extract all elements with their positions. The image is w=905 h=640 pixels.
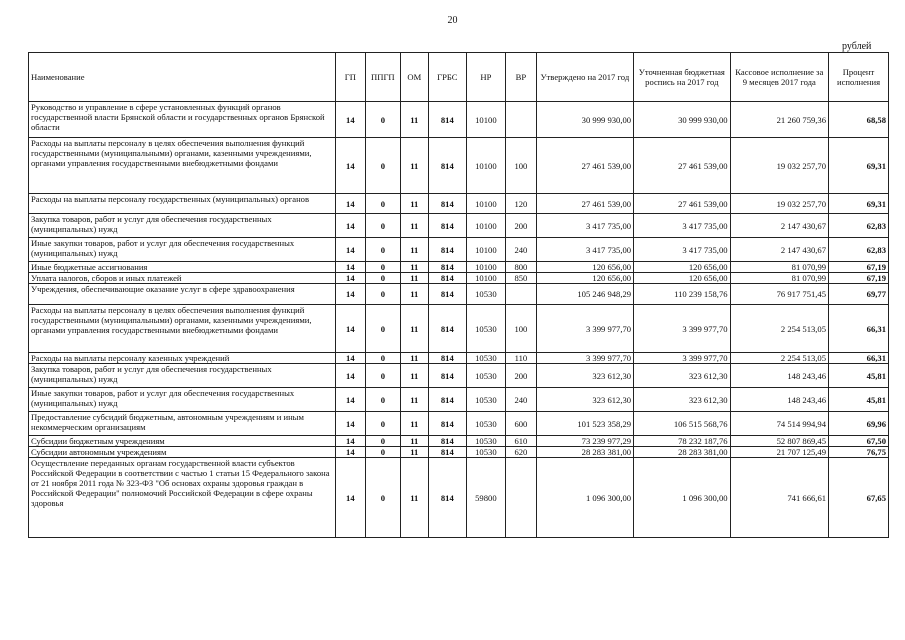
cell-ppgp: 0 [366, 238, 401, 262]
cell-np: 10530 [466, 436, 506, 447]
page-number: 20 [447, 15, 458, 26]
cell-om: 11 [400, 273, 428, 284]
cell-om: 11 [400, 284, 428, 305]
cell-np: 10100 [466, 262, 506, 273]
cell-name: Учреждения, обеспечивающие оказание услуг в сфере здравоохранения [29, 284, 336, 305]
table-row [29, 412, 889, 436]
cell-name: Расходы на выплаты персоналу в целях обеспечения выполнения функций государственными (муниципальными) органами, казенными учреждениями, органами управления государственными внебюджетными фондами [29, 138, 336, 194]
header-gp: ГП [335, 53, 365, 102]
cell-gp: 14 [335, 102, 365, 138]
cell-gp: 14 [335, 284, 365, 305]
cell-gp: 14 [335, 364, 365, 388]
cell-grbs: 814 [429, 436, 467, 447]
cell-np: 10530 [466, 284, 506, 305]
cell-percent: 69,96 [829, 412, 889, 436]
cell-np: 10530 [466, 364, 506, 388]
cell-ppgp: 0 [366, 102, 401, 138]
cell-vr [506, 284, 536, 305]
cell-np: 10100 [466, 138, 506, 194]
cell-grbs: 814 [429, 412, 467, 436]
cell-om: 11 [400, 447, 428, 458]
cell-refined: 323 612,30 [634, 388, 730, 412]
cell-refined: 110 239 158,76 [634, 284, 730, 305]
cell-approved: 28 283 381,00 [536, 447, 633, 458]
cell-cash: 148 243,46 [730, 388, 828, 412]
cell-grbs: 814 [429, 388, 467, 412]
cell-refined: 3 417 735,00 [634, 214, 730, 238]
cell-om: 11 [400, 388, 428, 412]
cell-ppgp: 0 [366, 262, 401, 273]
cell-om: 11 [400, 412, 428, 436]
cell-name: Расходы на выплаты персоналу государственных (муниципальных) органов [29, 194, 336, 214]
cell-vr: 200 [506, 364, 536, 388]
cell-np: 10100 [466, 102, 506, 138]
cell-ppgp: 0 [366, 138, 401, 194]
cell-refined: 27 461 539,00 [634, 194, 730, 214]
table-header-row [29, 53, 889, 102]
cell-grbs: 814 [429, 305, 467, 353]
cell-percent: 45,81 [829, 364, 889, 388]
cell-name: Руководство и управление в сфере установленных функций органов государственной власти Брянской области и государственных органов Брянской области [29, 102, 336, 138]
cell-np: 10100 [466, 194, 506, 214]
cell-approved: 3 417 735,00 [536, 214, 633, 238]
cell-approved: 3 399 977,70 [536, 353, 633, 364]
cell-grbs: 814 [429, 238, 467, 262]
table-row [29, 436, 889, 447]
cell-grbs: 814 [429, 284, 467, 305]
cell-gp: 14 [335, 138, 365, 194]
cell-np: 10530 [466, 305, 506, 353]
cell-np: 10530 [466, 388, 506, 412]
cell-percent: 67,19 [829, 273, 889, 284]
table-row [29, 388, 889, 412]
cell-cash: 81 070,99 [730, 273, 828, 284]
cell-percent: 66,31 [829, 305, 889, 353]
cell-vr: 100 [506, 138, 536, 194]
cell-vr: 620 [506, 447, 536, 458]
cell-name: Расходы на выплаты персоналу в целях обеспечения выполнения функций государственными (муниципальными) органами, казенными учреждениями, органами управления государственными внебюджетными фондами [29, 305, 336, 353]
cell-vr: 610 [506, 436, 536, 447]
cell-np: 10100 [466, 273, 506, 284]
cell-refined: 3 417 735,00 [634, 238, 730, 262]
cell-om: 11 [400, 305, 428, 353]
cell-percent: 66,31 [829, 353, 889, 364]
cell-vr: 120 [506, 194, 536, 214]
cell-name: Иные закупки товаров, работ и услуг для обеспечения государственных (муниципальных) нужд [29, 388, 336, 412]
cell-ppgp: 0 [366, 353, 401, 364]
cell-vr: 240 [506, 388, 536, 412]
cell-om: 11 [400, 238, 428, 262]
cell-om: 11 [400, 194, 428, 214]
header-vr: ВР [506, 53, 536, 102]
cell-gp: 14 [335, 262, 365, 273]
cell-grbs: 814 [429, 102, 467, 138]
cell-percent: 67,50 [829, 436, 889, 447]
cell-name: Расходы на выплаты персоналу казенных учреждений [29, 353, 336, 364]
table-row [29, 353, 889, 364]
cell-vr: 240 [506, 238, 536, 262]
cell-ppgp: 0 [366, 458, 401, 538]
cell-approved: 323 612,30 [536, 388, 633, 412]
cell-approved: 323 612,30 [536, 364, 633, 388]
cell-grbs: 814 [429, 138, 467, 194]
cell-percent: 67,65 [829, 458, 889, 538]
cell-om: 11 [400, 458, 428, 538]
cell-name: Осуществление переданных органам государственной власти субъектов Российской Федерации в соответствии с частью 1 статьи 15 Федерального закона от 21 ноября 2011 года № 323-ФЗ "Об основах охраны здоровья граждан в Российской Федерации" полномочий Российской Федерации в сфере охраны здоровья [29, 458, 336, 538]
cell-approved: 120 656,00 [536, 262, 633, 273]
cell-vr: 800 [506, 262, 536, 273]
cell-om: 11 [400, 353, 428, 364]
cell-ppgp: 0 [366, 447, 401, 458]
cell-vr: 100 [506, 305, 536, 353]
cell-cash: 76 917 751,45 [730, 284, 828, 305]
cell-vr: 110 [506, 353, 536, 364]
cell-refined: 323 612,30 [634, 364, 730, 388]
cell-approved: 27 461 539,00 [536, 138, 633, 194]
cell-cash: 81 070,99 [730, 262, 828, 273]
cell-refined: 3 399 977,70 [634, 305, 730, 353]
cell-gp: 14 [335, 458, 365, 538]
cell-approved: 3 399 977,70 [536, 305, 633, 353]
cell-gp: 14 [335, 388, 365, 412]
cell-gp: 14 [335, 214, 365, 238]
cell-name: Закупка товаров, работ и услуг для обеспечения государственных (муниципальных) нужд [29, 214, 336, 238]
table-row [29, 284, 889, 305]
cell-cash: 2 254 513,05 [730, 305, 828, 353]
cell-om: 11 [400, 364, 428, 388]
cell-name: Субсидии бюджетным учреждениям [29, 436, 336, 447]
units-label: рублей [842, 41, 872, 52]
table-body [29, 102, 889, 538]
cell-refined: 120 656,00 [634, 262, 730, 273]
header-ppgp: ППГП [366, 53, 401, 102]
cell-ppgp: 0 [366, 214, 401, 238]
cell-ppgp: 0 [366, 412, 401, 436]
header-grbs: ГРБС [429, 53, 467, 102]
cell-cash: 52 807 869,45 [730, 436, 828, 447]
cell-percent: 45,81 [829, 388, 889, 412]
table-row [29, 364, 889, 388]
cell-vr [506, 102, 536, 138]
header-approved: Утверждено на 2017 год [536, 53, 633, 102]
header-name: Наименование [29, 53, 336, 102]
cell-approved: 30 999 930,00 [536, 102, 633, 138]
header-np: НР [466, 53, 506, 102]
header-om: ОМ [400, 53, 428, 102]
cell-name: Иные бюджетные ассигнования [29, 262, 336, 273]
cell-approved: 101 523 358,29 [536, 412, 633, 436]
table-row [29, 102, 889, 138]
cell-approved: 3 417 735,00 [536, 238, 633, 262]
cell-grbs: 814 [429, 447, 467, 458]
cell-cash: 2 147 430,67 [730, 214, 828, 238]
cell-percent: 69,77 [829, 284, 889, 305]
cell-refined: 3 399 977,70 [634, 353, 730, 364]
table-row [29, 214, 889, 238]
cell-cash: 2 254 513,05 [730, 353, 828, 364]
cell-approved: 73 239 977,29 [536, 436, 633, 447]
cell-om: 11 [400, 436, 428, 447]
cell-name: Иные закупки товаров, работ и услуг для обеспечения государственных (муниципальных) нужд [29, 238, 336, 262]
cell-grbs: 814 [429, 214, 467, 238]
cell-gp: 14 [335, 305, 365, 353]
cell-approved: 105 246 948,29 [536, 284, 633, 305]
cell-ppgp: 0 [366, 194, 401, 214]
cell-gp: 14 [335, 447, 365, 458]
cell-gp: 14 [335, 194, 365, 214]
cell-refined: 1 096 300,00 [634, 458, 730, 538]
cell-grbs: 814 [429, 458, 467, 538]
cell-name: Уплата налогов, сборов и иных платежей [29, 273, 336, 284]
cell-cash: 19 032 257,70 [730, 138, 828, 194]
cell-np: 10100 [466, 238, 506, 262]
table-row [29, 458, 889, 538]
cell-om: 11 [400, 214, 428, 238]
cell-grbs: 814 [429, 273, 467, 284]
cell-approved: 120 656,00 [536, 273, 633, 284]
cell-np: 10530 [466, 353, 506, 364]
budget-table [28, 52, 889, 538]
cell-vr [506, 458, 536, 538]
table-row [29, 238, 889, 262]
cell-name: Закупка товаров, работ и услуг для обеспечения государственных (муниципальных) нужд [29, 364, 336, 388]
cell-ppgp: 0 [366, 284, 401, 305]
cell-refined: 27 461 539,00 [634, 138, 730, 194]
cell-refined: 106 515 568,76 [634, 412, 730, 436]
cell-ppgp: 0 [366, 364, 401, 388]
cell-gp: 14 [335, 273, 365, 284]
table-row [29, 305, 889, 353]
cell-grbs: 814 [429, 364, 467, 388]
cell-refined: 28 283 381,00 [634, 447, 730, 458]
cell-ppgp: 0 [366, 436, 401, 447]
cell-cash: 2 147 430,67 [730, 238, 828, 262]
cell-gp: 14 [335, 238, 365, 262]
cell-np: 10530 [466, 447, 506, 458]
header-refined: Уточненная бюджетная роспись на 2017 год [634, 53, 730, 102]
table-row [29, 138, 889, 194]
cell-np: 59800 [466, 458, 506, 538]
header-cash: Кассовое исполнение за 9 месяцев 2017 года [730, 53, 828, 102]
cell-grbs: 814 [429, 262, 467, 273]
cell-percent: 62,83 [829, 214, 889, 238]
cell-percent: 69,31 [829, 194, 889, 214]
cell-cash: 74 514 994,94 [730, 412, 828, 436]
cell-cash: 21 707 125,49 [730, 447, 828, 458]
cell-gp: 14 [335, 412, 365, 436]
cell-cash: 741 666,61 [730, 458, 828, 538]
cell-ppgp: 0 [366, 388, 401, 412]
cell-np: 10100 [466, 214, 506, 238]
cell-vr: 600 [506, 412, 536, 436]
cell-percent: 69,31 [829, 138, 889, 194]
cell-om: 11 [400, 262, 428, 273]
cell-refined: 78 232 187,76 [634, 436, 730, 447]
cell-refined: 120 656,00 [634, 273, 730, 284]
cell-name: Субсидии автономным учреждениям [29, 447, 336, 458]
cell-gp: 14 [335, 353, 365, 364]
cell-name: Предоставление субсидий бюджетным, автономным учреждениям и иным некоммерческим организациям [29, 412, 336, 436]
table-row [29, 262, 889, 273]
table-row [29, 447, 889, 458]
cell-cash: 148 243,46 [730, 364, 828, 388]
table-row [29, 273, 889, 284]
cell-om: 11 [400, 138, 428, 194]
cell-grbs: 814 [429, 194, 467, 214]
cell-approved: 1 096 300,00 [536, 458, 633, 538]
cell-ppgp: 0 [366, 273, 401, 284]
cell-np: 10530 [466, 412, 506, 436]
header-percent: Процент исполнения [829, 53, 889, 102]
cell-cash: 19 032 257,70 [730, 194, 828, 214]
cell-om: 11 [400, 102, 428, 138]
table-row [29, 194, 889, 214]
cell-ppgp: 0 [366, 305, 401, 353]
cell-approved: 27 461 539,00 [536, 194, 633, 214]
cell-refined: 30 999 930,00 [634, 102, 730, 138]
cell-percent: 68,58 [829, 102, 889, 138]
cell-vr: 200 [506, 214, 536, 238]
cell-gp: 14 [335, 436, 365, 447]
cell-percent: 76,75 [829, 447, 889, 458]
cell-percent: 62,83 [829, 238, 889, 262]
cell-percent: 67,19 [829, 262, 889, 273]
cell-vr: 850 [506, 273, 536, 284]
cell-grbs: 814 [429, 353, 467, 364]
cell-cash: 21 260 759,36 [730, 102, 828, 138]
